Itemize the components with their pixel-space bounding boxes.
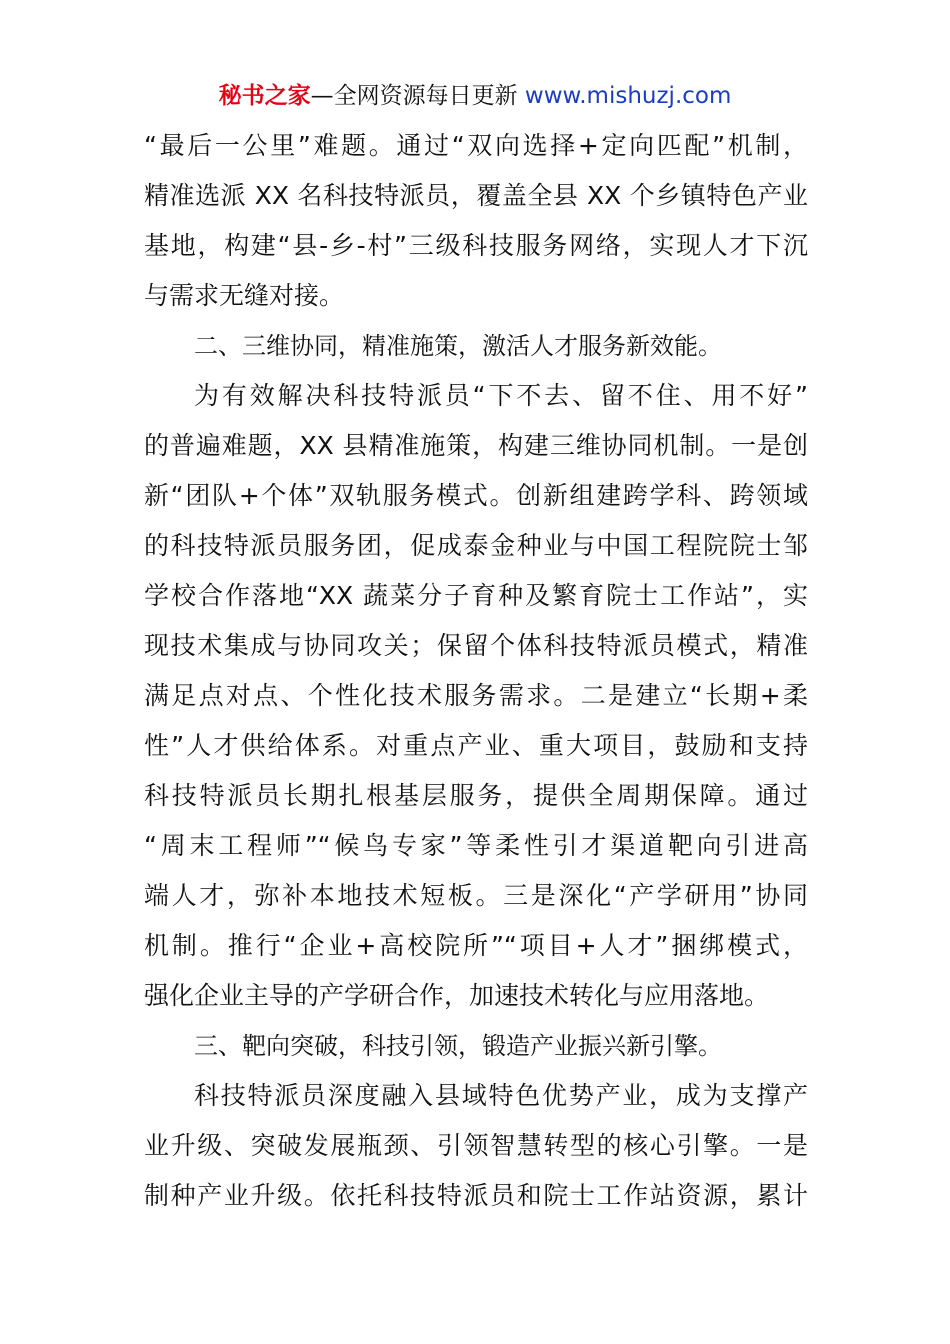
page-header [0, 80, 950, 112]
text-line: “最后一公里”难题。通过“双向选择+定向匹配”机制， [144, 131, 808, 160]
brand-name: 秘书之家 [218, 83, 311, 109]
text-line: 强化企业主导的产学研合作，加速技术转化与应用落地。 [144, 981, 770, 1010]
text-line: 满足点对点、个性化技术服务需求。二是建立“长期+柔 [144, 681, 808, 710]
text-line: 机制。推行“企业+高校院所”“项目+人才”捆绑模式， [144, 931, 808, 960]
section-heading: 三、靶向突破，科技引领，锻造产业振兴新引擎。 [194, 1032, 722, 1060]
text-line: 制种产业升级。依托科技特派员和院士工作站资源，累计 [144, 1181, 808, 1210]
text-line: 的普遍难题，XX 县精准施策，构建三维协同机制。一是创 [144, 431, 808, 460]
text-line: 性”人才供给体系。对重点产业、重大项目，鼓励和支持 [144, 731, 808, 760]
text-line: 的科技特派员服务团，促成泰金种业与中国工程院院士邹 [144, 531, 808, 560]
text-line: 业升级、突破发展瓶颈、引领智慧转型的核心引擎。一是 [144, 1131, 808, 1160]
header-tagline: —全网资源每日更新 [310, 83, 525, 109]
text-line: 与需求无缝对接。 [144, 281, 345, 310]
text-line: 科技特派员深度融入县域特色优势产业，成为支撑产 [194, 1081, 808, 1110]
text-line: 精准选派 XX 名科技特派员，覆盖全县 XX 个乡镇特色产业 [144, 181, 808, 210]
text-line: 基地，构建“县-乡-村”三级科技服务网络，实现人才下沉 [144, 231, 808, 260]
text-line: 科技特派员长期扎根基层服务，提供全周期保障。通过 [144, 781, 808, 810]
text-line: 端人才，弥补本地技术短板。三是深化“产学研用”协同 [144, 881, 808, 910]
text-line: 为有效解决科技特派员“下不去、留不住、用不好” [194, 381, 808, 410]
text-line: “周末工程师”“候鸟专家”等柔性引才渠道靶向引进高 [144, 831, 808, 860]
site-url-link[interactable]: www.mishuzj.com [524, 83, 732, 109]
text-line: 学校合作落地“XX 蔬菜分子育种及繁育院士工作站”，实 [144, 581, 808, 610]
section-heading: 二、三维协同，精准施策，激活人才服务新效能。 [194, 332, 722, 360]
text-line: 现技术集成与协同攻关；保留个体科技特派员模式，精准 [144, 631, 808, 660]
text-line: 新“团队+个体”双轨服务模式。创新组建跨学科、跨领域 [144, 481, 808, 510]
document-body [144, 121, 808, 1221]
